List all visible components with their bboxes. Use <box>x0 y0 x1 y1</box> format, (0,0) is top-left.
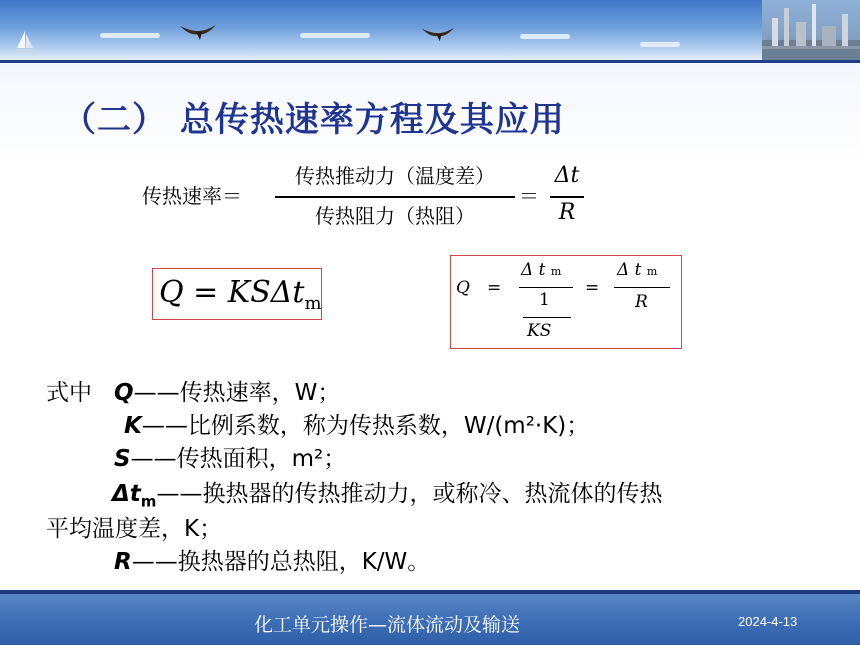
cloud-decoration <box>100 33 160 38</box>
numerator-text: Δ t <box>617 260 642 280</box>
definition-text: ——比例系数，称为传热系数，W/(m²·K)； <box>141 413 590 439</box>
symbol-q: Q <box>456 278 470 298</box>
definition-symbol: K <box>124 413 142 439</box>
bird-icon <box>420 24 456 44</box>
slide-title: （二） 总传热速率方程及其应用 <box>62 100 565 140</box>
definition-symbol: Q <box>114 380 134 406</box>
fraction-bar <box>614 287 670 288</box>
equation-numerator: 传热推动力（温度差） <box>295 164 495 188</box>
fraction-bar <box>519 287 573 288</box>
symbol-ks: KS <box>527 321 552 341</box>
rate-equation-box <box>152 268 322 320</box>
footer-title: 化工单元操作—流体流动及输送 <box>254 614 521 636</box>
fraction-bar <box>275 196 515 198</box>
definition-text: ——传热面积，m²； <box>130 446 347 472</box>
definition-prefix: 式中 <box>46 380 92 406</box>
fraction-numerator: Δt <box>554 163 580 188</box>
subscript: m <box>140 492 157 511</box>
definition-text: ——换热器的传热推动力，或称冷、热流体的传热 <box>156 481 663 507</box>
equals-sign: = <box>585 278 600 298</box>
definition-q <box>46 374 340 407</box>
definition-k <box>124 407 589 440</box>
definition-r <box>114 543 430 576</box>
equation-lhs: 传热速率＝ <box>142 184 242 208</box>
footer-date: 2024-4-13 <box>738 614 798 629</box>
definition-text: ——换热器的总热阻，K/W。 <box>131 549 431 575</box>
numerator-delta-t <box>521 260 561 280</box>
fraction-denominator: R <box>558 200 576 225</box>
heat-rate-equation <box>142 160 602 230</box>
definition-text: ——传热速率，W； <box>133 380 341 406</box>
industrial-plant-image <box>762 0 860 62</box>
resistance-equation-box <box>450 255 682 349</box>
definition-symbol: S <box>114 446 131 472</box>
equals-sign: = <box>487 278 502 298</box>
definition-s <box>114 440 346 473</box>
rate-equation <box>159 275 322 314</box>
equation-denominator: 传热阻力（热阻） <box>315 204 475 228</box>
numeral-one: 1 <box>539 290 550 310</box>
bird-icon <box>178 22 218 42</box>
definition-continuation <box>46 510 222 543</box>
symbol-r: R <box>635 292 648 312</box>
subscript: m <box>304 293 322 314</box>
numerator-delta-t <box>617 260 657 280</box>
definition-delta-t <box>112 475 662 511</box>
definition-text: 平均温度差，K； <box>46 516 223 542</box>
subscript: m <box>646 265 658 278</box>
definition-symbol: Δt <box>112 481 141 507</box>
numerator-text: Δ t <box>521 260 546 280</box>
cloud-decoration <box>300 33 370 38</box>
subscript: m <box>550 265 562 278</box>
fraction-bar <box>550 196 584 198</box>
cloud-decoration <box>520 34 570 39</box>
rate-equation-main: Q = KSΔt <box>159 275 305 310</box>
cloud-decoration <box>640 42 680 47</box>
equals-sign: ＝ <box>519 184 539 208</box>
sailboat-icon <box>14 30 36 54</box>
header-banner <box>0 0 860 62</box>
definition-symbol: R <box>114 549 132 575</box>
fraction-bar <box>523 317 571 318</box>
